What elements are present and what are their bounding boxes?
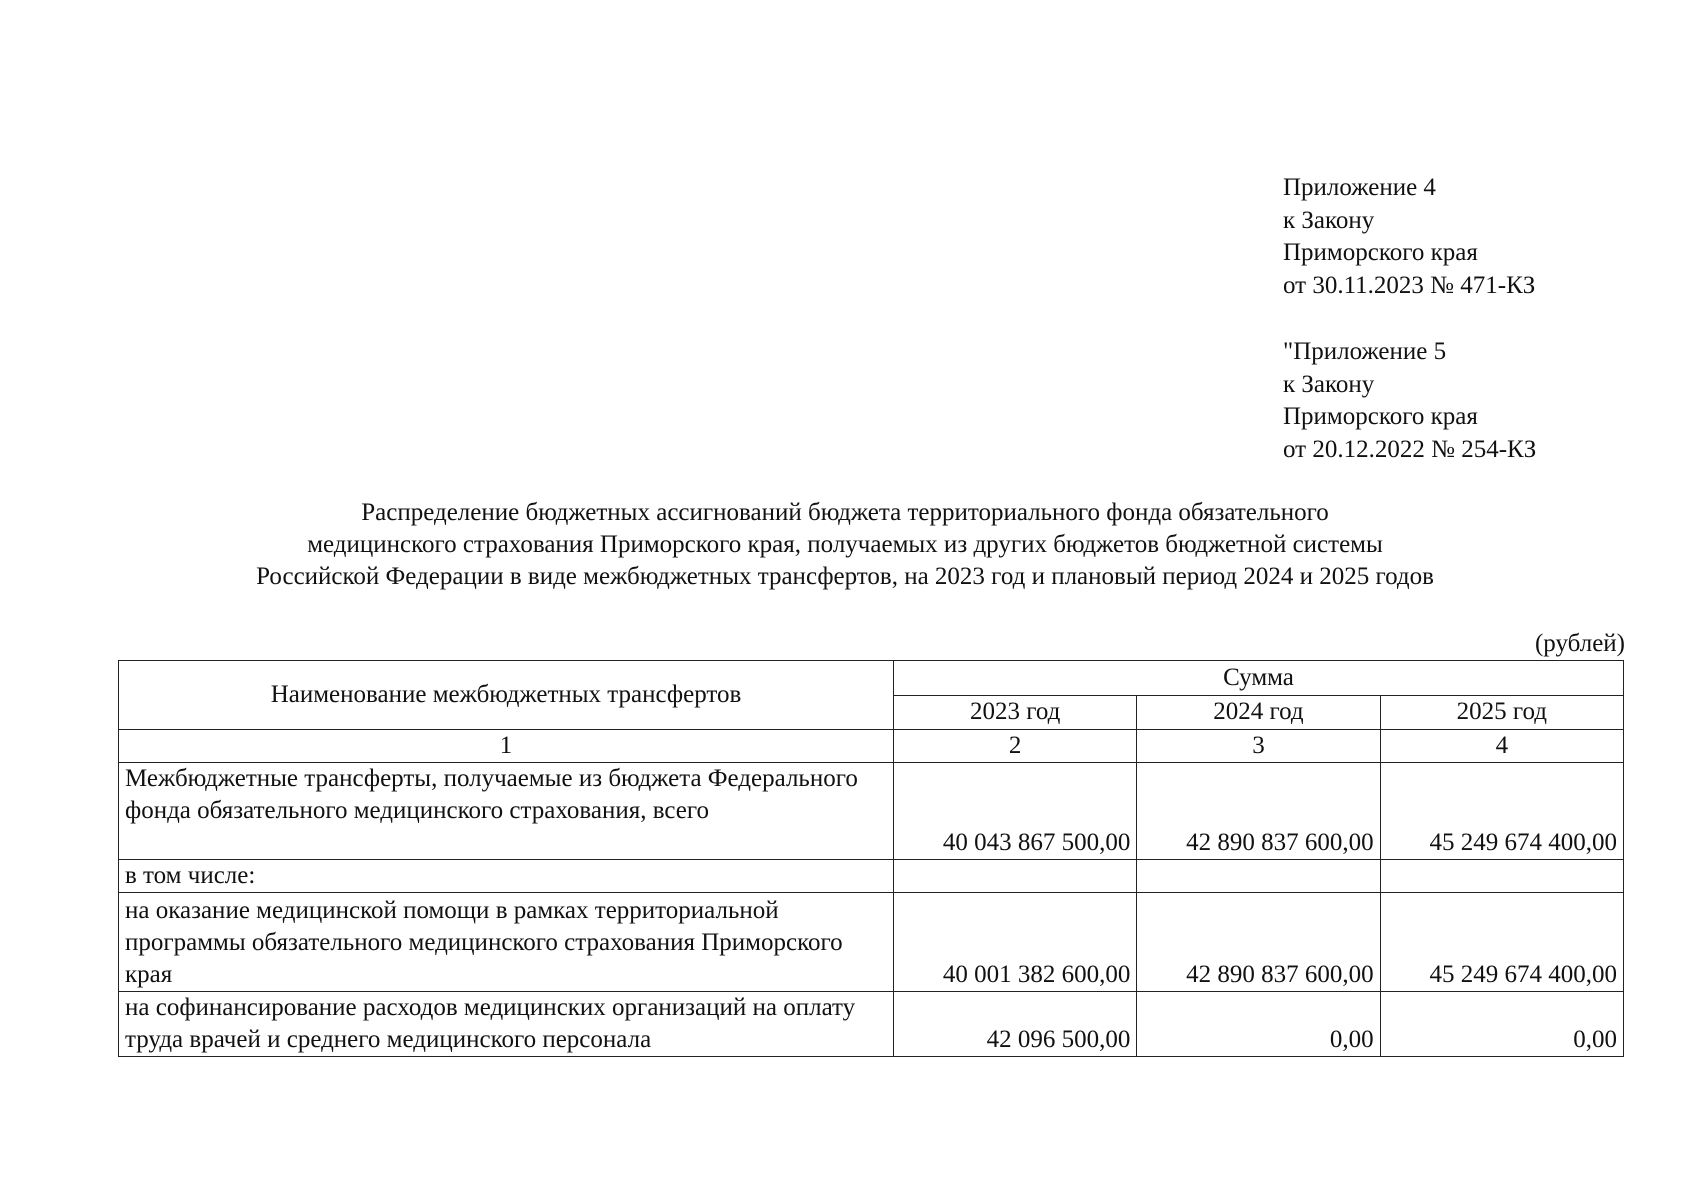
row-cofinancing-2025: 0,00 [1380,992,1623,1057]
row-total-2025: 45 249 674 400,00 [1380,763,1623,860]
header-sum: Сумма [894,661,1624,696]
title-line-3: Российской Федерации в виде межбюджетных трансфертов, на 2023 год и плановый период 2024 и 2025 годов [256,563,1434,590]
row-including-2024 [1137,860,1380,893]
row-cofinancing-2023: 42 096 500,00 [894,992,1137,1057]
column-number-3: 3 [1137,730,1380,763]
table-row [119,763,1624,860]
appendix-original-line-3: Приморского края [1283,403,1478,430]
appendix-original-line-2: к Закону [1283,370,1375,398]
appendix-current-line-2: к Закону [1283,206,1375,234]
header-year-2025: 2025 год [1380,695,1623,730]
header-year-2023: 2023 год [894,695,1137,730]
header-row-top [119,661,1624,696]
table-row [119,992,1624,1057]
row-territorial-2024: 42 890 837 600,00 [1137,893,1380,992]
appendix-current-line-4: от 30.11.2023 № 471-КЗ [1283,271,1536,299]
document-title [120,497,1570,593]
column-number-4: 4 [1380,730,1623,763]
row-name-total: Межбюджетные трансферты, получаемые из бюджета Федерального фонда обязательного медицинского страхования, всего [119,763,894,860]
row-name-including: в том числе: [119,860,894,893]
appendix-current-line-3: Приморского края [1283,239,1478,266]
table-row [119,893,1624,992]
appendix-current-line-1: Приложение 4 [1283,174,1436,201]
title-line-2: медицинского страхования Приморского края, получаемых из других бюджетов бюджетной системы [307,531,1383,558]
appendix-original-line-1: "Приложение 5 [1283,338,1447,365]
column-number-2: 2 [894,730,1137,763]
column-number-1: 1 [119,730,894,763]
units-label: (рублей) [1534,630,1625,657]
column-number-row [119,730,1624,763]
title-line-1: Распределение бюджетных ассигнований бюджета территориального фонда обязательного [361,499,1329,526]
appendix-original-line-4: от 20.12.2022 № 254-КЗ [1283,435,1537,463]
row-including-2023 [894,860,1137,893]
appendix-original-block [1283,336,1536,466]
row-total-2024: 42 890 837 600,00 [1137,763,1380,860]
row-territorial-2025: 45 249 674 400,00 [1380,893,1623,992]
row-including-2025 [1380,860,1623,893]
transfers-table [118,660,1624,1057]
table-row [119,860,1624,893]
row-total-2023: 40 043 867 500,00 [894,763,1137,860]
header-year-2024: 2024 год [1137,695,1380,730]
appendix-current-block [1283,172,1535,302]
header-name: Наименование межбюджетных трансфертов [119,661,894,730]
row-cofinancing-2024: 0,00 [1137,992,1380,1057]
row-territorial-2023: 40 001 382 600,00 [894,893,1137,992]
row-name-territorial-program: на оказание медицинской помощи в рамках территориальной программы обязательного медицинского страхования Приморского края [119,893,894,992]
row-name-cofinancing: на софинансирование расходов медицинских организаций на оплату труда врачей и среднего медицинского персонала [119,992,894,1057]
